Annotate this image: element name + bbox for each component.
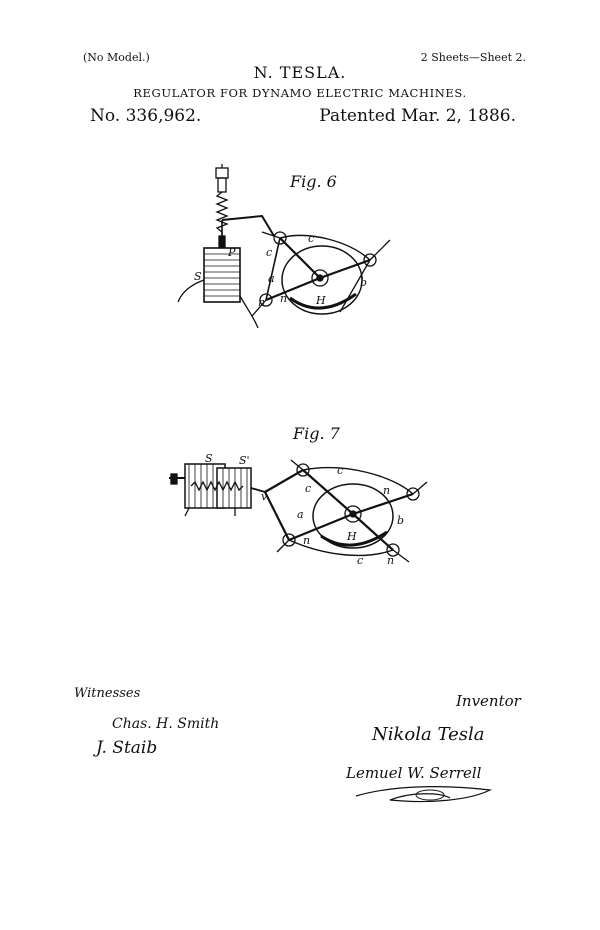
witness-signature-2: J. Staib: [96, 738, 158, 758]
fig6-letter-h: H: [316, 294, 326, 307]
inventor-name: N. TESLA.: [253, 63, 347, 82]
fig7-letter-c1: c: [305, 482, 312, 495]
witnesses-label: Witnesses: [74, 686, 141, 701]
fig7-drawing: [165, 452, 435, 582]
fig7-letter-n3: n: [387, 554, 395, 567]
fig7-letter-b: b: [397, 514, 405, 527]
fig6-letter-n1: n: [258, 296, 266, 309]
attorney-flourish: [350, 782, 500, 806]
patent-date: Patented Mar. 2, 1886.: [319, 106, 516, 126]
fig7-letter-v: v: [261, 490, 268, 503]
fig6-letter-c2: c: [308, 232, 315, 245]
fig6-letter-a: a: [268, 272, 275, 285]
fig7-letter-a: a: [297, 508, 304, 521]
fig6-letter-p: P: [228, 246, 236, 259]
fig6-letter-b: b: [360, 276, 368, 289]
fig7-letter-c3: c: [357, 554, 364, 567]
fig7-letter-c2: c: [337, 464, 344, 477]
fig6-letter-s: S: [194, 270, 202, 283]
fig6-letter-c1: c: [266, 246, 273, 259]
fig7-letter-n1: n: [383, 484, 391, 497]
fig6-letter-n2: n: [280, 292, 288, 305]
inventor-label: Inventor: [456, 692, 521, 710]
fig7-letter-s: S: [205, 452, 213, 465]
inventor-signature: Nikola Tesla: [372, 724, 485, 745]
fig7-letter-s-prime: S': [239, 454, 250, 467]
patent-number: No. 336,962.: [90, 106, 202, 126]
fig6-label: Fig. 6: [290, 172, 337, 191]
patent-title: REGULATOR FOR DYNAMO ELECTRIC MACHINES.: [133, 86, 467, 100]
sheet-count: 2 Sheets—Sheet 2.: [420, 51, 526, 64]
fig7-letter-n2: n: [303, 534, 311, 547]
fig6-drawing: [170, 160, 410, 330]
attorney-signature: Lemuel W. Serrell: [346, 764, 482, 782]
fig7-label: Fig. 7: [293, 424, 340, 443]
witness-signature-1: Chas. H. Smith: [112, 716, 220, 732]
no-model-note: (No Model.): [83, 51, 150, 64]
fig7-letter-h: H: [347, 530, 357, 543]
